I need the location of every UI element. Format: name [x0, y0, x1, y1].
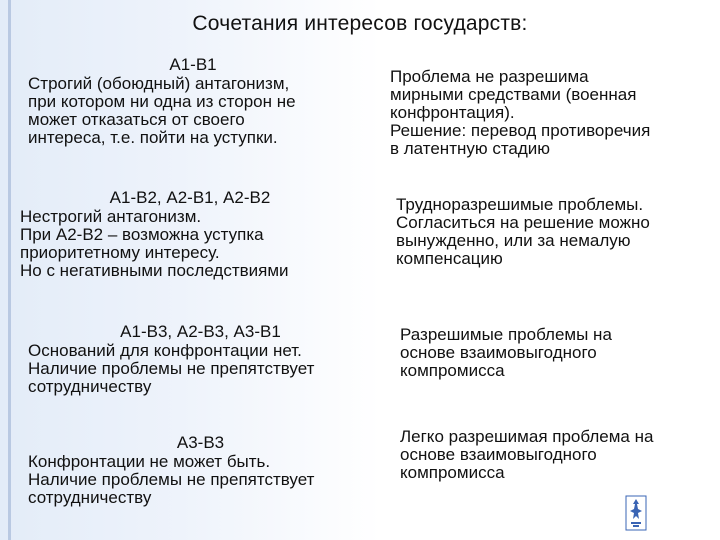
left-accent-rule — [8, 0, 11, 540]
right-block-2-line: компенсацию — [396, 249, 503, 268]
left-block-4-line: сотрудничеству — [28, 488, 152, 507]
right-block-3-line: Разрешимые проблемы на — [400, 325, 612, 344]
right-block-4 — [400, 428, 710, 482]
left-block-2-line: При А2-В2 – возможна уступка — [20, 225, 264, 244]
right-block-4-line: компромисса — [400, 463, 505, 482]
right-block-2-line: Трудноразрешимые проблемы. — [396, 195, 644, 214]
left-block-4-line: Конфронтации не может быть. — [28, 452, 271, 471]
right-block-1-line: Решение: перевод противоречия — [390, 121, 651, 140]
left-block-3-line: Наличие проблемы не препятствует — [28, 359, 315, 378]
seal-logo-icon — [625, 495, 647, 531]
right-block-3 — [400, 326, 700, 380]
left-block-2 — [20, 189, 360, 280]
left-block-3-line: сотрудничеству — [28, 377, 152, 396]
left-block-2-line: Но с негативными последствиями — [20, 261, 289, 280]
left-block-1-head: А1-В1 — [169, 55, 217, 74]
right-block-1-line: Проблема не разрешима — [390, 67, 589, 86]
slide-title: Сочетания интересов государств: — [192, 12, 528, 35]
left-block-2-head: А1-В2, А2-В1, А2-В2 — [109, 188, 271, 207]
right-block-3-line: основе взаимовыгодного — [400, 343, 597, 362]
right-block-1-line: мирными средствами (военная — [390, 85, 637, 104]
right-block-1 — [390, 68, 700, 158]
left-block-1-line: при котором ни одна из сторон не — [28, 92, 296, 111]
left-block-2-line: Нестрогий антагонизм. — [20, 207, 202, 226]
left-block-4 — [28, 434, 373, 507]
left-block-1 — [28, 56, 358, 147]
left-block-3-line: Оснований для конфронтации нет. — [28, 341, 302, 360]
right-block-2-line: вынужденно, или за немалую — [396, 231, 631, 250]
left-block-4-line: Наличие проблемы не препятствует — [28, 470, 315, 489]
left-block-3-head: А1-В3, А2-В3, А3-В1 — [120, 322, 281, 341]
right-block-4-line: основе взаимовыгодного — [400, 445, 597, 464]
right-block-2-line: Согласиться на решение можно — [396, 213, 650, 232]
right-block-1-line: в латентную стадию — [390, 139, 551, 158]
left-block-3 — [28, 323, 373, 396]
left-block-1-line: интереса, т.е. пойти на уступки. — [28, 128, 278, 147]
left-block-4-head: А3-В3 — [176, 433, 225, 452]
left-block-1-line: Строгий (обоюдный) антагонизм, — [28, 74, 290, 93]
right-block-2 — [396, 196, 706, 268]
left-block-2-line: приоритетному интересу. — [20, 243, 220, 262]
right-block-1-line: конфронтация). — [390, 103, 515, 122]
right-block-3-line: компромисса — [400, 361, 505, 380]
left-block-1-line: может отказаться от своего — [28, 110, 245, 129]
right-block-4-line: Легко разрешимая проблема на — [400, 427, 654, 446]
